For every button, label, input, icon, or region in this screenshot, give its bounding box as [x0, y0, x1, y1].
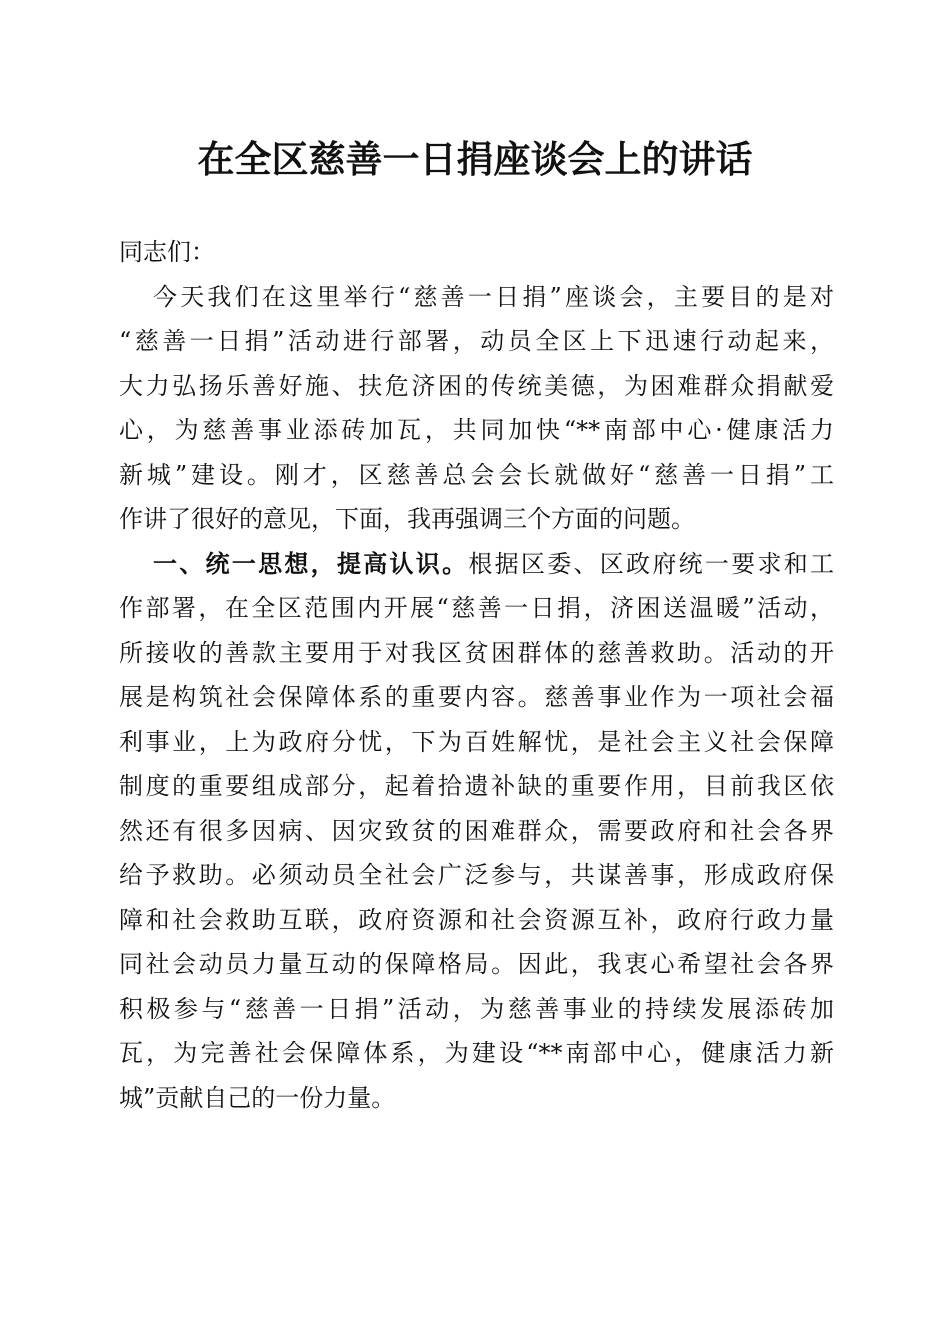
paragraph-section-1: [119, 542, 834, 1121]
text-line: 同社会动员力量互动的保障格局。因此，我衷心希望社会各界: [119, 950, 834, 978]
text-line: 展是构筑社会保障体系的重要内容。慈善事业作为一项社会福: [119, 683, 834, 711]
text-line: 然还有很多因病、因灾致贫的困难群众，需要政府和社会各界: [119, 816, 834, 845]
section-first-line: [119, 542, 834, 587]
text-line: 给予救助。必须动员全社会广泛参与，共谋善事，形成政府保: [119, 861, 834, 889]
text-line: 积极参与“慈善一日捐”活动，为慈善事业的持续发展添砖加: [119, 994, 834, 1023]
section-heading: 一、统一思想，提高认识。: [153, 548, 469, 578]
text-line: 大力弘扬乐善好施、扶危济困的传统美德，为困难群众捐献爱: [119, 371, 834, 400]
paragraph-opening: [119, 275, 834, 542]
document-body: [119, 230, 834, 1120]
document-title: 在全区慈善一日捐座谈会上的讲话: [197, 137, 753, 181]
text-line: 城”贡献自己的一份力量。: [119, 1083, 396, 1112]
text-line: 瓦，为完善社会保障体系，为建设“**南部中心，健康活力新: [119, 1039, 834, 1067]
section-first-line-text: 根据区委、区政府统一要求和工: [468, 549, 834, 578]
text-line: 作部署，在全区范围内开展“慈善一日捐，济困送温暖”活动，: [119, 594, 834, 622]
text-line: 制度的重要组成部分，起着拾遗补缺的重要作用，目前我区依: [119, 772, 834, 800]
text-line: 所接收的善款主要用于对我区贫困群体的慈善救助。活动的开: [119, 638, 834, 667]
text-line: 心，为慈善事业添砖加瓦，共同加快“**南部中心·健康活力: [119, 416, 834, 444]
text-line: 作讲了很好的意见，下面，我再强调三个方面的问题。: [119, 505, 695, 533]
text-line: 利事业，上为政府分忧，下为百姓解忧，是社会主义社会保障: [119, 727, 834, 756]
text-line: 今天我们在这里举行“慈善一日捐”座谈会，主要目的是对: [153, 282, 834, 311]
text-line: 障和社会救助互联，政府资源和社会资源互补，政府行政力量: [119, 905, 834, 934]
text-line: “慈善一日捐”活动进行部署，动员全区上下迅速行动起来，: [119, 327, 834, 355]
salutation: 同志们：: [119, 238, 215, 266]
text-line: 新城”建设。刚才，区慈善总会会长就做好“慈善一日捐”工: [119, 460, 834, 489]
